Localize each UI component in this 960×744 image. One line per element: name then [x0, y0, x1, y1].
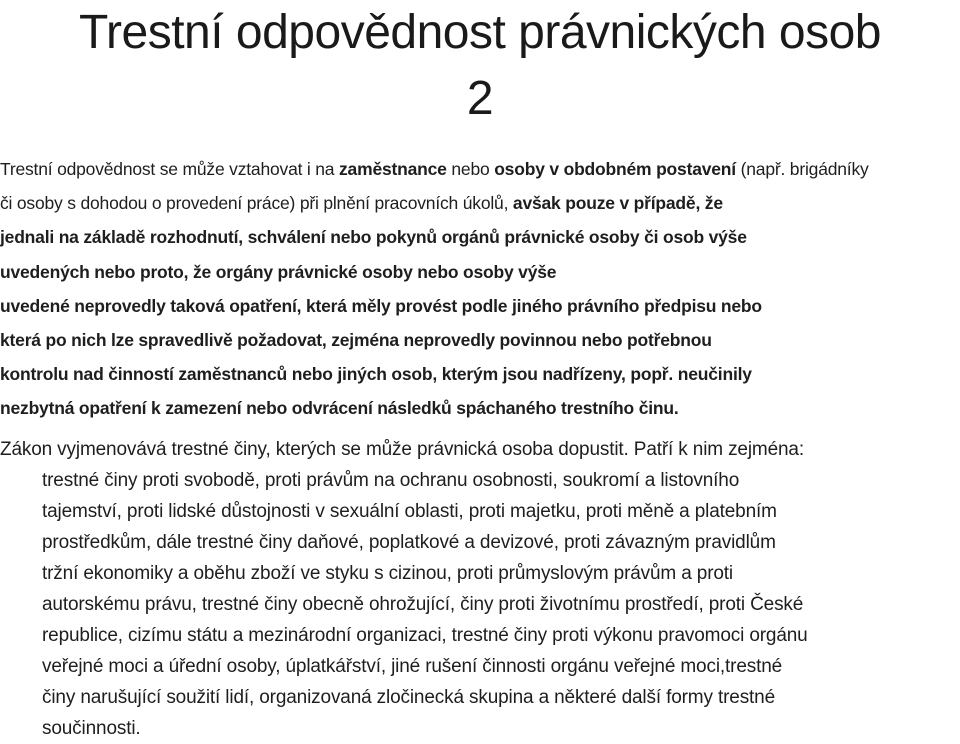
- paragraph-employees-line: [0, 323, 960, 357]
- bold-text-run: nezbytná opatření k zamezení nebo odvrácení následků spáchaného trestního činu.: [0, 398, 679, 419]
- bold-text-run: uvedené neprovedly taková opatření, která měly provést podle jiného právního předpisu nebo: [0, 295, 762, 316]
- paragraph-employees-line: [0, 152, 960, 186]
- bold-text-run: osoby v obdobném postavení: [494, 159, 736, 179]
- offences-list-line: republice, cizímu státu a mezinárodní organizaci, trestné činy proti výkonu pravomoci orgánu: [42, 625, 808, 646]
- text-run: či osoby s dohodou o provedení práce) při plnění pracovních úkolů,: [0, 193, 513, 214]
- offences-list-line: prostředkům, dále trestné činy daňové, poplatkové a devizové, proti závazným pravidlům: [42, 532, 776, 553]
- offences-list: [0, 465, 960, 744]
- bold-text-run: která po nich lze spravedlivě požadovat, zejména neprovedly povinnou nebo potřebnou: [0, 330, 712, 351]
- paragraph-offences: [0, 434, 960, 744]
- paragraph-employees-line: [0, 357, 960, 391]
- bold-text-run: kontrolu nad činností zaměstnanců nebo jiných osob, kterým jsou nadřízeny, popř. neučinily: [0, 364, 752, 385]
- slide-title: [0, 0, 960, 132]
- offences-list-line: trestné činy proti svobodě, proti právům na ochranu osobnosti, soukromí a listovního: [42, 470, 740, 491]
- offences-list-line: veřejné moci a úřední osoby, úplatkářství, jiné rušení činnosti orgánu veřejné moci,trestné: [42, 656, 783, 677]
- slide-title-line-2: 2: [466, 72, 494, 125]
- paragraph-employees-line: [0, 186, 960, 220]
- paragraph-employees-line: [0, 220, 960, 254]
- paragraph-offences-intro: Zákon vyjmenovává trestné činy, kterých se může právnická osoba dopustit. Patří k nim zejména:: [0, 439, 804, 460]
- offences-list-line: tržní ekonomiky a oběhu zboží ve styku s cizinou, proti průmyslovým právům a proti: [42, 563, 733, 584]
- paragraph-employees: [0, 152, 960, 426]
- text-run: nebo: [446, 159, 495, 179]
- text-run: Trestní odpovědnost se může vztahovat i na: [0, 159, 339, 179]
- paragraph-employees-line: [0, 289, 960, 323]
- bold-text-run: avšak pouze v případě, že: [512, 193, 723, 214]
- offences-list-line: autorskému právu, trestné činy obecně ohrožující, činy proti životnímu prostředí, proti České: [42, 594, 804, 615]
- slide-title-line-1: Trestní odpovědnost právnických osob: [78, 6, 881, 59]
- offences-list-line: činy narušující soužití lidí, organizovaná zločinecká skupina a některé další formy trestné: [42, 687, 776, 708]
- paragraph-employees-line: [0, 255, 960, 289]
- offences-list-line: tajemství, proti lidské důstojnosti v sexuální oblasti, proti majetku, proti měně a platebním: [42, 501, 777, 522]
- text-run: (např. brigádníky: [735, 159, 869, 179]
- bold-text-run: uvedených nebo proto, že orgány právnické osoby nebo osoby výše: [0, 261, 557, 282]
- paragraph-employees-line: [0, 391, 960, 425]
- bold-text-run: jednali na základě rozhodnutí, schválení nebo pokynů orgánů právnické osoby či osob výše: [0, 227, 747, 248]
- bold-text-run: zaměstnance: [339, 159, 447, 179]
- offences-list-line: součinnosti.: [42, 718, 141, 739]
